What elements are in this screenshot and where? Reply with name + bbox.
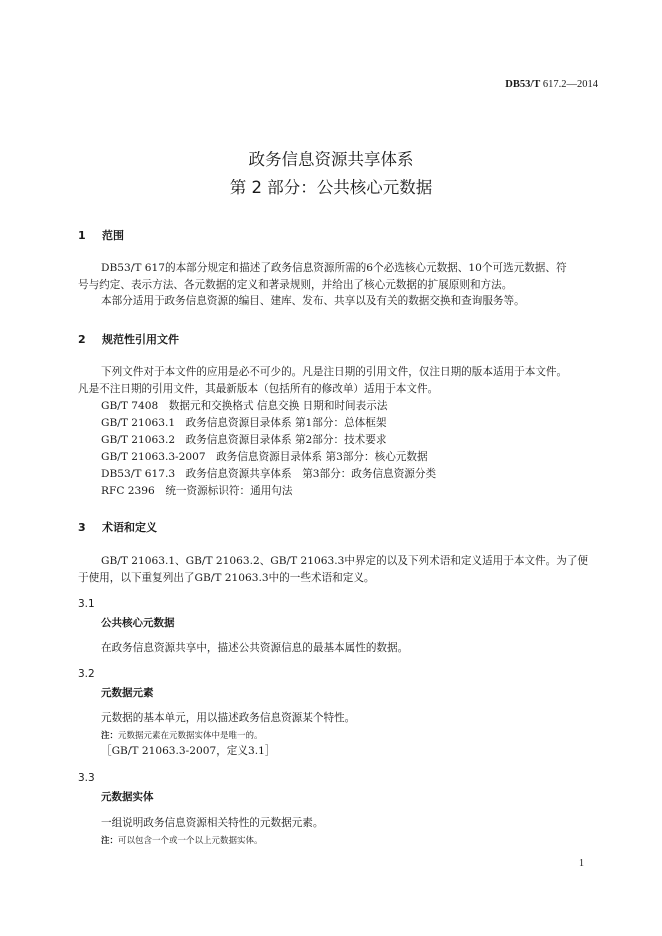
term-number: 3.2 [78,668,95,680]
section-3-heading: 3 术语和定义 [78,521,157,534]
term-number: 3.3 [78,772,95,784]
term-source: ［GB/T 21063.3-2007，定义3.1］ [101,745,276,757]
section-2-heading: 2 规范性引用文件 [78,333,179,346]
reference-item: GB/T 21063.2 政务信息资源目录体系 第2部分：技术要求 [101,434,387,446]
term-number: 3.1 [78,598,95,610]
reference-item: GB/T 21063.3-2007 政务信息资源目录体系 第3部分：核心元数据 [101,451,428,463]
section-3-paragraph-line1: GB/T 21063.1、GB/T 21063.2、GB/T 21063.3中界定的以及下列术语和定义适用于本文件。为了便 [101,555,589,567]
term-title: 公共核心元数据 [101,617,175,629]
section-1-paragraph-1-line1: DB53/T 617的本部分规定和描述了政务信息资源所需的6个必选核心元数据、10个可选元数据、符 [101,262,567,274]
term-definition: 元数据的基本单元，用以描述政务信息资源某个特性。 [101,712,356,724]
term-definition: 在政务信息资源共享中，描述公共资源信息的最基本属性的数据。 [101,642,409,654]
reference-item: RFC 2396 统一资源标识符：通用句法 [101,485,293,497]
document-title-line1: 政务信息资源共享体系 [248,150,414,169]
section-2-paragraph-line2: 凡是不注日期的引用文件，其最新版本（包括所有的修改单）适用于本文件。 [78,383,439,395]
reference-item: DB53/T 617.3 政务信息资源共享体系 第3部分：政务信息资源分类 [101,468,437,480]
term-note: 注：可以包含一个或一个以上元数据实体。 [101,836,263,846]
section-3-paragraph-line2: 于使用，以下重复列出了GB/T 21063.3中的一些术语和定义。 [78,572,375,584]
term-note: 注：元数据元素在元数据实体中是唯一的。 [101,731,263,741]
standard-code: DB53/T 617.2—2014 [505,79,598,90]
term-definition: 一组说明政务信息资源相关特性的元数据元素。 [101,817,324,829]
term-title: 元数据实体 [101,791,154,803]
reference-item: GB/T 21063.1 政务信息资源目录体系 第1部分：总体框架 [101,417,387,429]
term-title: 元数据元素 [101,687,154,699]
section-1-paragraph-1-line2: 号与约定、表示方法、各元数据的定义和著录规则，并给出了核心元数据的扩展原则和方法。 [78,279,513,291]
page-number: 1 [579,858,584,869]
document-title-line2: 第 2 部分：公共核心元数据 [229,178,433,197]
reference-item: GB/T 7408 数据元和交换格式 信息交换 日期和时间表示法 [101,400,388,412]
section-1-heading: 1 范围 [78,229,124,242]
section-1-paragraph-2: 本部分适用于政务信息资源的编目、建库、发布、共享以及有关的数据交换和查询服务等。 [101,295,525,307]
section-2-paragraph-line1: 下列文件对于本文件的应用是必不可少的。凡是注日期的引用文件，仅注日期的版本适用于本文件。 [101,366,568,378]
